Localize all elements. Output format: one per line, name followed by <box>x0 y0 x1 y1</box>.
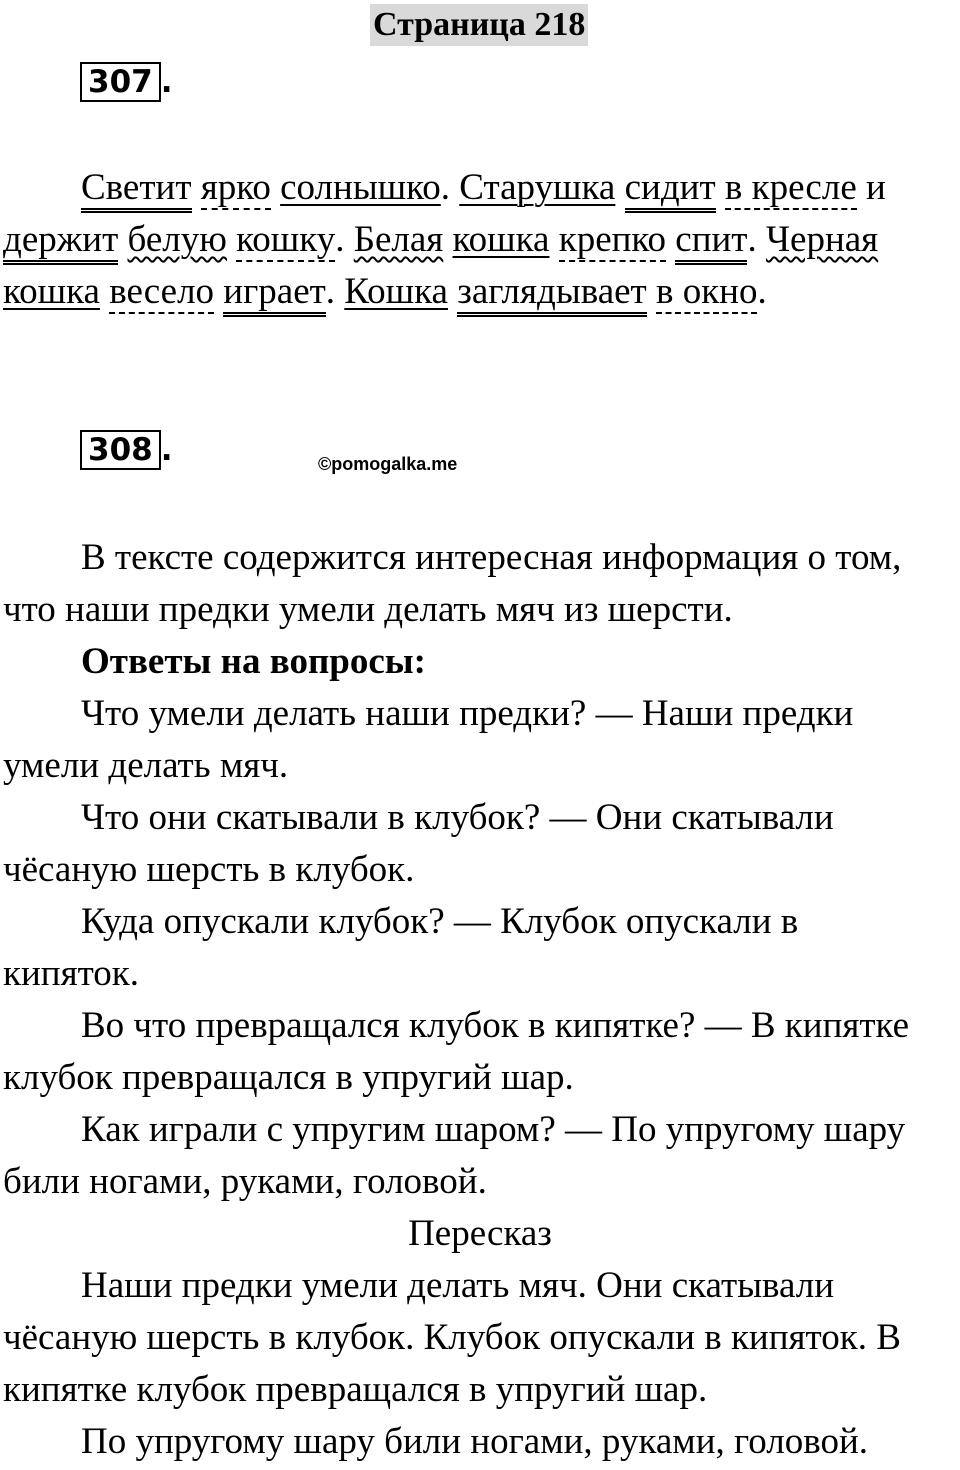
qa-1-line-1: Что умели делать наши предки? — Наши предки <box>81 693 854 734</box>
word-adverbial: весело <box>109 271 215 312</box>
word-attribute: белую <box>127 219 227 260</box>
word-attribute: Белая <box>353 219 444 260</box>
word-subject: Кошка <box>344 271 448 312</box>
punctuation: . <box>325 271 336 312</box>
task-307-line-3 <box>3 266 957 318</box>
qa-5-line-1: Как играли с упругим шаром? — По упругому шару <box>81 1109 906 1150</box>
word-adverbial: ярко <box>200 167 271 208</box>
qa-3-line-1: Куда опускали клубок? — Клубок опускали в <box>81 901 799 942</box>
retell-line-2: чёсаную шерсть в клубок. Клубок опускали в кипяток. В <box>3 1317 901 1358</box>
retelling-title: Пересказ <box>408 1213 552 1254</box>
word-predicate: заглядывает <box>457 272 647 317</box>
qa-2-line-2: чёсаную шерсть в клубок. <box>3 849 415 890</box>
task-number-box: 308 <box>80 430 161 470</box>
page-title: Страница 218 <box>370 4 588 46</box>
word-subject: Старушка <box>459 167 616 208</box>
retell-line-1: Наши предки умели делать мяч. Они скатывали <box>81 1265 835 1306</box>
punctuation: . <box>440 167 451 208</box>
task-308-text <box>3 532 957 1468</box>
intro-line-2: что наши предки умели делать мяч из шерсти. <box>3 589 733 630</box>
qa-2-line-1: Что они скатывали в клубок? — Они скатывали <box>81 797 834 838</box>
word-adverbial: крепко <box>558 219 667 260</box>
punctuation: . <box>335 219 345 260</box>
word-subject: кошка <box>3 271 100 312</box>
word-subject: кошка <box>452 219 550 260</box>
watermark: ©pomogalka.me <box>318 454 458 474</box>
word-adverbial: в окно <box>655 271 758 312</box>
task-number-308: 308 . <box>80 430 173 470</box>
punctuation: . <box>747 219 757 260</box>
punctuation: . <box>757 271 767 312</box>
task-number-box: 307 <box>80 62 161 102</box>
word-object: кошку <box>236 219 336 260</box>
answers-heading: Ответы на вопросы: <box>81 641 426 682</box>
task-307-text <box>3 162 957 318</box>
intro-line-1: В тексте содержится интересная информация о том, <box>81 537 902 578</box>
qa-3-line-2: кипяток. <box>3 953 140 994</box>
word-adverbial: в кресле <box>724 167 857 208</box>
word-subject: солнышко <box>280 167 441 208</box>
retell-line-4: По упругому шару били ногами, руками, головой. <box>81 1421 868 1462</box>
word-predicate: сидит <box>625 168 716 213</box>
task-307-line-2 <box>3 214 957 266</box>
word-plain: и <box>866 167 886 208</box>
word-predicate: держит <box>3 220 118 265</box>
qa-4-line-1: Во что превращался клубок в кипятке? — В кипятке <box>81 1005 910 1046</box>
word-attribute: Черная <box>765 219 879 260</box>
retell-line-3: кипятке клубок превращался в упругий шар. <box>3 1369 708 1410</box>
qa-1-line-2: умели делать мяч. <box>3 745 289 786</box>
task-number-307: 307 . <box>80 62 173 102</box>
word-predicate: Светит <box>81 168 192 213</box>
qa-4-line-2: клубок превращался в упругий шар. <box>3 1057 574 1098</box>
word-predicate: спит <box>675 220 747 265</box>
task-307-line-1 <box>3 162 957 214</box>
qa-5-line-2: били ногами, руками, головой. <box>3 1161 487 1202</box>
word-predicate: играет <box>223 272 326 317</box>
